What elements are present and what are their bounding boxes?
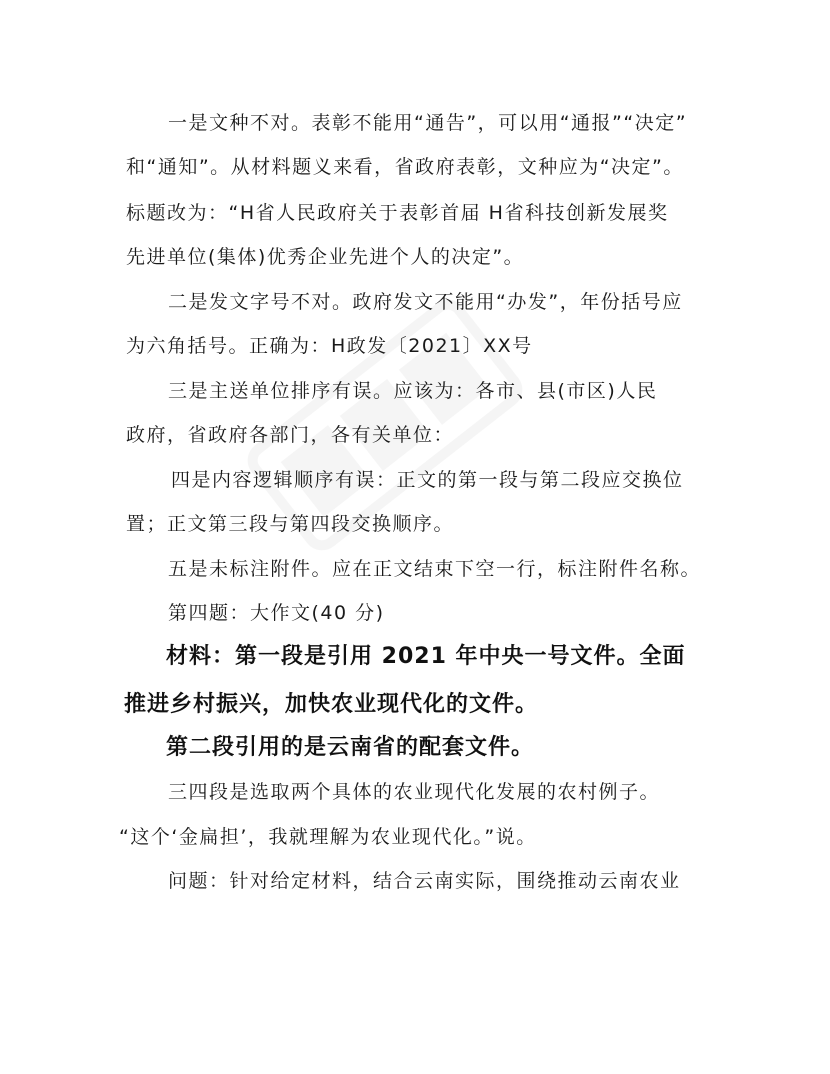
text-line: 四是内容逻辑顺序有误：正文的第一段与第二段应交换位 xyxy=(171,469,684,491)
text-line: 二是发文字号不对。政府发文不能用“办发”，年份括号应 xyxy=(168,291,683,313)
text-line: “这个‘金扁担’，我就理解为农业现代化。”说。 xyxy=(119,826,537,848)
text-line: 为六角括号。正确为：H政发〔2021〕XX号 xyxy=(126,335,533,357)
text-line: 先进单位(集体)优秀企业先进个人的决定”。 xyxy=(126,246,525,268)
bold-text-line: 第二段引用的是云南省的配套文件。 xyxy=(166,735,535,760)
text-line: 问题：针对给定材料，结合云南实际，围绕推动云南农业 xyxy=(168,870,681,892)
text-line: 置；正文第三段与第四段交换顺序。 xyxy=(126,513,455,535)
text-line: 和“通知”。从材料题义来看，省政府表彰，文种应为“决定”。 xyxy=(126,156,684,178)
text-line: 三是主送单位排序有误。应该为：各市、县(市区)人民 xyxy=(168,380,658,402)
bold-text-line: 材料：第一段是引用 2021 年中央一号文件。全面 xyxy=(166,644,686,669)
text-line: 第四题：大作文(40 分) xyxy=(168,602,385,624)
text-line: 标题改为：“H省人民政府关于表彰首届 H省科技创新发展奖 xyxy=(126,202,669,224)
bold-text-line: 推进乡村振兴，加快农业现代化的文件。 xyxy=(124,692,539,717)
text-line: 一是文种不对。表彰不能用“通告”，可以用“通报”“决定” xyxy=(168,112,688,134)
text-line: 政府，省政府各部门，各有关单位： xyxy=(126,424,455,446)
text-line: 五是未标注附件。应在正文结束下空一行，标注附件名称。 xyxy=(168,558,702,580)
text-line: 三四段是选取两个具体的农业现代化发展的农村例子。 xyxy=(168,781,661,803)
